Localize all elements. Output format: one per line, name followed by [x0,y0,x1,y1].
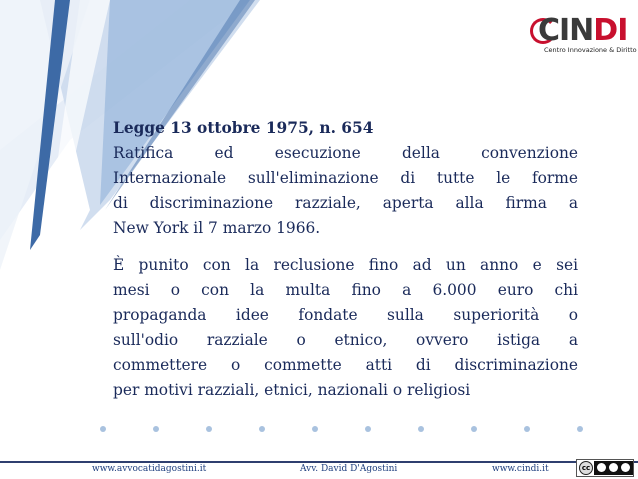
text-line: È punito con la reclusione fino ad un anno e sei [113,256,578,274]
text-line: commettere o commette atti di discriminazione [113,356,578,374]
divider-dot [153,426,159,432]
footer-link-cindi[interactable]: www.cindi.it [492,464,549,474]
paragraph-penalty [113,253,578,403]
cindi-logo [530,12,637,56]
footer-divider [0,461,638,463]
text-line: mesi o con la multa fino a 6.000 euro chi [113,281,578,299]
text-line: propaganda idee fondate sulla superiorità o [113,306,578,324]
logo-subtitle: Centro Innovazione & Diritto [544,46,637,54]
divider-dot [365,426,371,432]
text-line: di discriminazione razziale, aperta alla firma a [113,194,578,212]
logo-part-2: DI [593,13,628,48]
text-line: per motivi razziali, etnici, nazionali o religiosi [113,381,471,399]
paragraph-ratification [113,141,578,241]
footer-author: Avv. David D'Agostini [300,464,398,474]
divider-dot [259,426,265,432]
law-title: Legge 13 ottobre 1975, n. 654 [113,119,374,137]
text-line: Internazionale sull'eliminazione di tutte le forme [113,169,578,187]
divider-dot [312,426,318,432]
divider-dot [418,426,424,432]
text-line: New York il 7 marzo 1966. [113,219,321,237]
divider-dot [100,426,106,432]
logo-wordmark [538,12,627,50]
text-line: sull'odio razziale o etnico, ovvero istiga a [113,331,578,349]
logo-part-1: CIN [538,13,594,48]
divider-dot [524,426,530,432]
slide-content [113,116,578,403]
divider-dot [206,426,212,432]
divider-dot [577,426,583,432]
cc-by-nc-sa-icon: cc [576,459,634,477]
dot-divider [100,426,586,436]
divider-dot [471,426,477,432]
footer [0,456,638,479]
text-line: Ratifica ed esecuzione della convenzione [113,144,578,162]
footer-link-avvocati[interactable]: www.avvocatidagostini.it [92,464,207,474]
